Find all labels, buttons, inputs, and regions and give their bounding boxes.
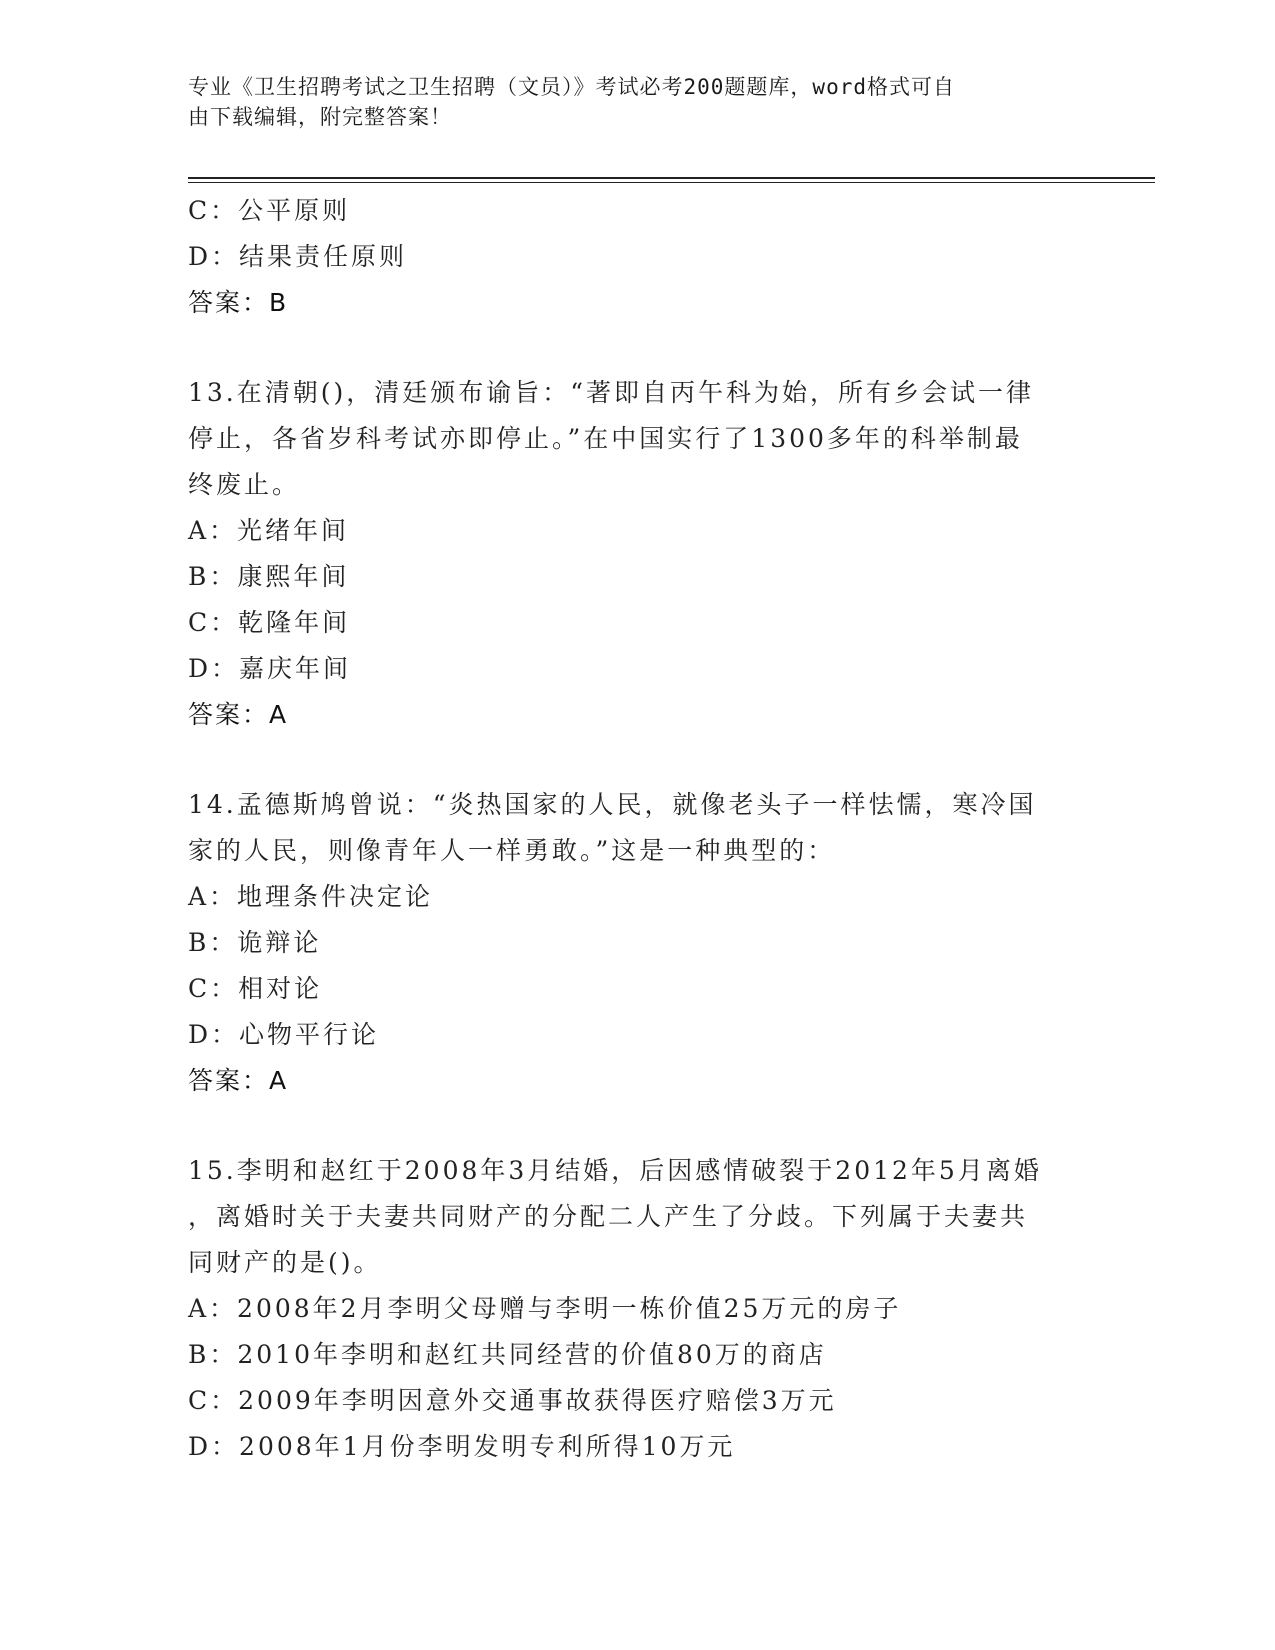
- question-gap: [188, 326, 1088, 370]
- question-stem: 停止，各省岁科考试亦即停止。”在中国实行了1300多年的科举制最: [188, 424, 1023, 453]
- header-line-2: 由下载编辑，附完整答案！: [188, 105, 452, 129]
- document-header: [188, 72, 1068, 132]
- header-rule-thin: [188, 182, 1155, 183]
- option-a: A：地理条件决定论: [188, 882, 434, 911]
- question-14: [188, 782, 1088, 1104]
- question-gap: [188, 738, 1088, 782]
- question-13: [188, 370, 1088, 738]
- question-stem: 13.在清朝()，清廷颁布谕旨：“著即自丙午科为始，所有乡会试一律: [188, 378, 1035, 407]
- option-c: C：公平原则: [188, 196, 351, 225]
- option-d: D：结果责任原则: [188, 242, 408, 271]
- question-gap: [188, 1104, 1088, 1148]
- option-c: C：2009年李明因意外交通事故获得医疗赔偿3万元: [188, 1386, 837, 1415]
- question-stem: 14.孟德斯鸠曾说：“炎热国家的人民，就像老头子一样怯懦，寒冷国: [188, 790, 1037, 819]
- header-rule-thick: [188, 177, 1155, 179]
- option-c: C：相对论: [188, 974, 323, 1003]
- answer-line: 答案：A: [188, 700, 289, 729]
- question-list: [188, 188, 1088, 1470]
- option-b: B：2010年李明和赵红共同经营的价值80万的商店: [188, 1340, 827, 1369]
- option-a: A：2008年2月李明父母赠与李明一栋价值25万元的房子: [188, 1294, 902, 1323]
- option-b: B：康熙年间: [188, 562, 350, 591]
- question-15: [188, 1148, 1088, 1470]
- option-a: A：光绪年间: [188, 516, 350, 545]
- question-stem: 家的人民，则像青年人一样勇敢。”这是一种典型的：: [188, 836, 836, 865]
- question-stem: 同财产的是()。: [188, 1248, 382, 1277]
- header-line-1: 专业《卫生招聘考试之卫生招聘（文员）》考试必考200题题库，word格式可自: [188, 75, 955, 99]
- option-c: C：乾隆年间: [188, 608, 351, 637]
- option-b: B：诡辩论: [188, 928, 322, 957]
- option-d: D：2008年1月份李明发明专利所得10万元: [188, 1432, 736, 1461]
- question-stem: ，离婚时关于夫妻共同财产的分配二人产生了分歧。下列属于夫妻共: [188, 1202, 1029, 1231]
- answer-line: 答案：B: [188, 288, 289, 317]
- option-d: D：心物平行论: [188, 1020, 380, 1049]
- answer-line: 答案：A: [188, 1066, 289, 1095]
- question-12-tail: [188, 188, 1088, 326]
- question-stem: 终废止。: [188, 470, 301, 499]
- question-stem: 15.李明和赵红于2008年3月结婚，后因感情破裂于2012年5月离婚: [188, 1156, 1042, 1185]
- option-d: D：嘉庆年间: [188, 654, 352, 683]
